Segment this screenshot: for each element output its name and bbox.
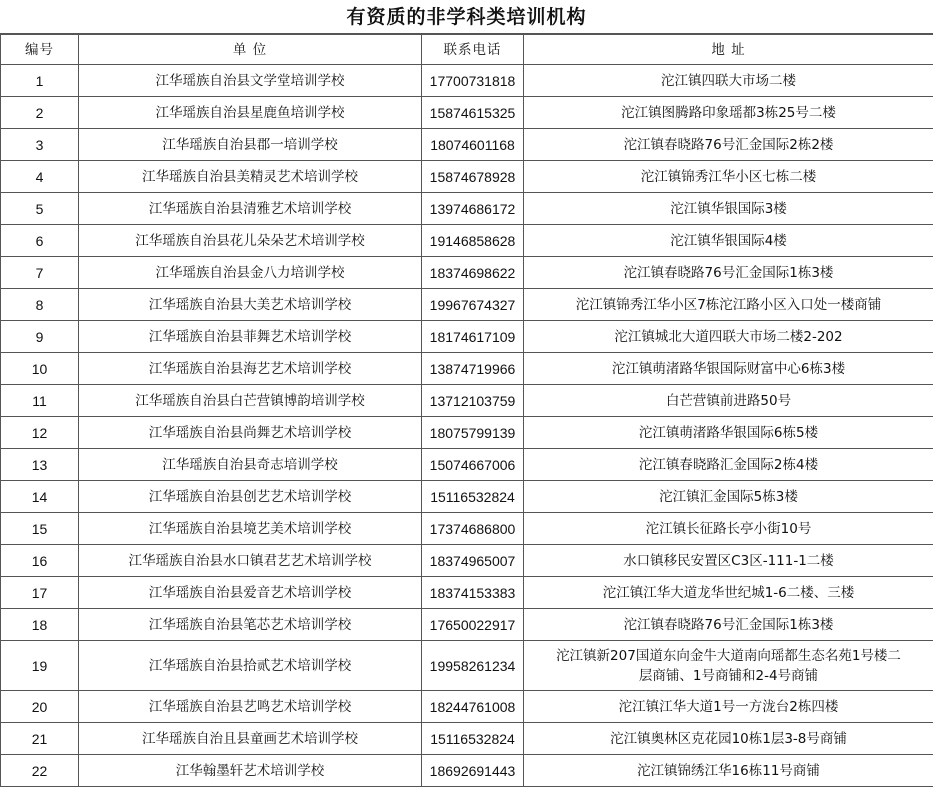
cell-no: 22: [1, 755, 79, 787]
cell-unit: 江华瑶族自治县美精灵艺术培训学校: [79, 161, 422, 193]
cell-unit: 江华瑶族自治县爱音艺术培训学校: [79, 577, 422, 609]
cell-address: 沱江镇春晓路76号汇金国际2栋2楼: [524, 129, 933, 161]
cell-address: 沱江镇华银国际3楼: [524, 193, 933, 225]
cell-no: 13: [1, 449, 79, 481]
table-row: [1, 513, 933, 545]
cell-phone: 13874719966: [422, 353, 524, 385]
cell-phone: 19958261234: [422, 641, 524, 691]
cell-unit: 江华瑶族自治县白芒营镇博韵培训学校: [79, 385, 422, 417]
table-row: [1, 129, 933, 161]
cell-address: 沱江镇华银国际4楼: [524, 225, 933, 257]
cell-phone: 17700731818: [422, 65, 524, 97]
table-row: [1, 161, 933, 193]
cell-address: 沱江镇萌渚路华银国际财富中心6栋3楼: [524, 353, 933, 385]
table-row: [1, 257, 933, 289]
cell-address: 沱江镇锦秀江华小区7栋沱江路小区入口处一楼商铺: [524, 289, 933, 321]
cell-unit: 江华瑶族自治县海艺艺术培训学校: [79, 353, 422, 385]
cell-phone: 15874678928: [422, 161, 524, 193]
cell-address: 沱江镇春晓路76号汇金国际1栋3楼: [524, 609, 933, 641]
cell-no: 10: [1, 353, 79, 385]
cell-unit: 江华翰墨轩艺术培训学校: [79, 755, 422, 787]
header-no: 编号: [1, 35, 79, 65]
cell-phone: 15116532824: [422, 481, 524, 513]
cell-address: 沱江镇江华大道1号一方泷台2栋四楼: [524, 691, 933, 723]
cell-phone: 18244761008: [422, 691, 524, 723]
cell-address: 沱江镇图腾路印象瑶都3栋25号二楼: [524, 97, 933, 129]
table-row: [1, 193, 933, 225]
table-row: [1, 321, 933, 353]
cell-no: 5: [1, 193, 79, 225]
cell-address: 沱江镇锦秀江华小区七栋二楼: [524, 161, 933, 193]
table-row: [1, 97, 933, 129]
cell-phone: 13974686172: [422, 193, 524, 225]
cell-no: 20: [1, 691, 79, 723]
cell-address: 沱江镇城北大道四联大市场二楼2-202: [524, 321, 933, 353]
cell-unit: 江华瑶族自治且县童画艺术培训学校: [79, 723, 422, 755]
cell-unit: 江华瑶族自治县创艺艺术培训学校: [79, 481, 422, 513]
table-header-row: [1, 35, 933, 65]
table-row: [1, 353, 933, 385]
cell-address: 沱江镇萌渚路华银国际6栋5楼: [524, 417, 933, 449]
table-row: [1, 417, 933, 449]
header-phone: 联系电话: [422, 35, 524, 65]
table-row: [1, 385, 933, 417]
cell-no: 17: [1, 577, 79, 609]
table-row: [1, 225, 933, 257]
cell-phone: 18075799139: [422, 417, 524, 449]
cell-unit: 江华瑶族自治县清雅艺术培训学校: [79, 193, 422, 225]
cell-address: [524, 641, 933, 691]
cell-no: 15: [1, 513, 79, 545]
cell-address: 沱江镇四联大市场二楼: [524, 65, 933, 97]
cell-address: 白芒营镇前进路50号: [524, 385, 933, 417]
cell-unit: 江华瑶族自治县尚舞艺术培训学校: [79, 417, 422, 449]
cell-unit: 江华瑶族自治县笔芯艺术培训学校: [79, 609, 422, 641]
cell-phone: 18174617109: [422, 321, 524, 353]
cell-no: 16: [1, 545, 79, 577]
cell-unit: 江华瑶族自治县金八力培训学校: [79, 257, 422, 289]
table-row: [1, 545, 933, 577]
cell-no: 14: [1, 481, 79, 513]
cell-unit: 江华瑶族自治县花儿朵朵艺术培训学校: [79, 225, 422, 257]
cell-unit: 江华瑶族自治县大美艺术培训学校: [79, 289, 422, 321]
cell-unit: 江华瑶族自治县郡一培训学校: [79, 129, 422, 161]
cell-unit: 江华瑶族自治县拾贰艺术培训学校: [79, 641, 422, 691]
cell-phone: 15874615325: [422, 97, 524, 129]
cell-address: 沱江镇汇金国际5栋3楼: [524, 481, 933, 513]
cell-phone: 18374153383: [422, 577, 524, 609]
cell-phone: 15074667006: [422, 449, 524, 481]
cell-phone: 18074601168: [422, 129, 524, 161]
cell-address-line: 沱江镇新207国道东向金牛大道南向瑶都生态名苑1号楼二: [556, 647, 901, 664]
cell-address: 沱江镇江华大道龙华世纪城1-6二楼、三楼: [524, 577, 933, 609]
table-row: [1, 723, 933, 755]
cell-phone: 18374965007: [422, 545, 524, 577]
table-row: [1, 755, 933, 787]
cell-no: 1: [1, 65, 79, 97]
table-row: [1, 641, 933, 691]
cell-unit: 江华瑶族自治县艺鸣艺术培训学校: [79, 691, 422, 723]
cell-phone: 18374698622: [422, 257, 524, 289]
cell-no: 18: [1, 609, 79, 641]
page-title: 有资质的非学科类培训机构: [0, 0, 933, 34]
cell-address: 水口镇移民安置区C3区-111-1二楼: [524, 545, 933, 577]
table-row: [1, 289, 933, 321]
cell-address: 沱江镇春晓路汇金国际2栋4楼: [524, 449, 933, 481]
cell-address-line: 层商铺、1号商铺和2-4号商铺: [638, 667, 819, 684]
table-row: [1, 609, 933, 641]
cell-unit: 江华瑶族自治县星鹿鱼培训学校: [79, 97, 422, 129]
cell-phone: 17650022917: [422, 609, 524, 641]
cell-address: 沱江镇长征路长亭小街10号: [524, 513, 933, 545]
cell-unit: 江华瑶族自治县文学堂培训学校: [79, 65, 422, 97]
cell-unit: 江华瑶族自治县境艺美术培训学校: [79, 513, 422, 545]
cell-phone: 18692691443: [422, 755, 524, 787]
cell-no: 9: [1, 321, 79, 353]
cell-no: 2: [1, 97, 79, 129]
cell-no: 4: [1, 161, 79, 193]
cell-no: 21: [1, 723, 79, 755]
table-row: [1, 691, 933, 723]
cell-address: 沱江镇春晓路76号汇金国际1栋3楼: [524, 257, 933, 289]
table-row: [1, 481, 933, 513]
cell-unit: 江华瑶族自治县水口镇君艺艺术培训学校: [79, 545, 422, 577]
cell-no: 12: [1, 417, 79, 449]
cell-address: 沱江镇锦绣江华16栋11号商铺: [524, 755, 933, 787]
cell-no: 6: [1, 225, 79, 257]
cell-phone: 19146858628: [422, 225, 524, 257]
table-row: [1, 449, 933, 481]
cell-phone: 17374686800: [422, 513, 524, 545]
cell-no: 8: [1, 289, 79, 321]
header-unit: 单 位: [79, 35, 422, 65]
cell-phone: 15116532824: [422, 723, 524, 755]
cell-no: 7: [1, 257, 79, 289]
header-address: 地 址: [524, 35, 933, 65]
table-row: [1, 577, 933, 609]
cell-phone: 13712103759: [422, 385, 524, 417]
cell-no: 3: [1, 129, 79, 161]
institution-table: [0, 34, 933, 787]
cell-no: 19: [1, 641, 79, 691]
cell-no: 11: [1, 385, 79, 417]
table-row: [1, 65, 933, 97]
cell-unit: 江华瑶族自治县奇志培训学校: [79, 449, 422, 481]
cell-unit: 江华瑶族自治县菲舞艺术培训学校: [79, 321, 422, 353]
cell-address: 沱江镇奥林区克花园10栋1层3-8号商铺: [524, 723, 933, 755]
cell-phone: 19967674327: [422, 289, 524, 321]
